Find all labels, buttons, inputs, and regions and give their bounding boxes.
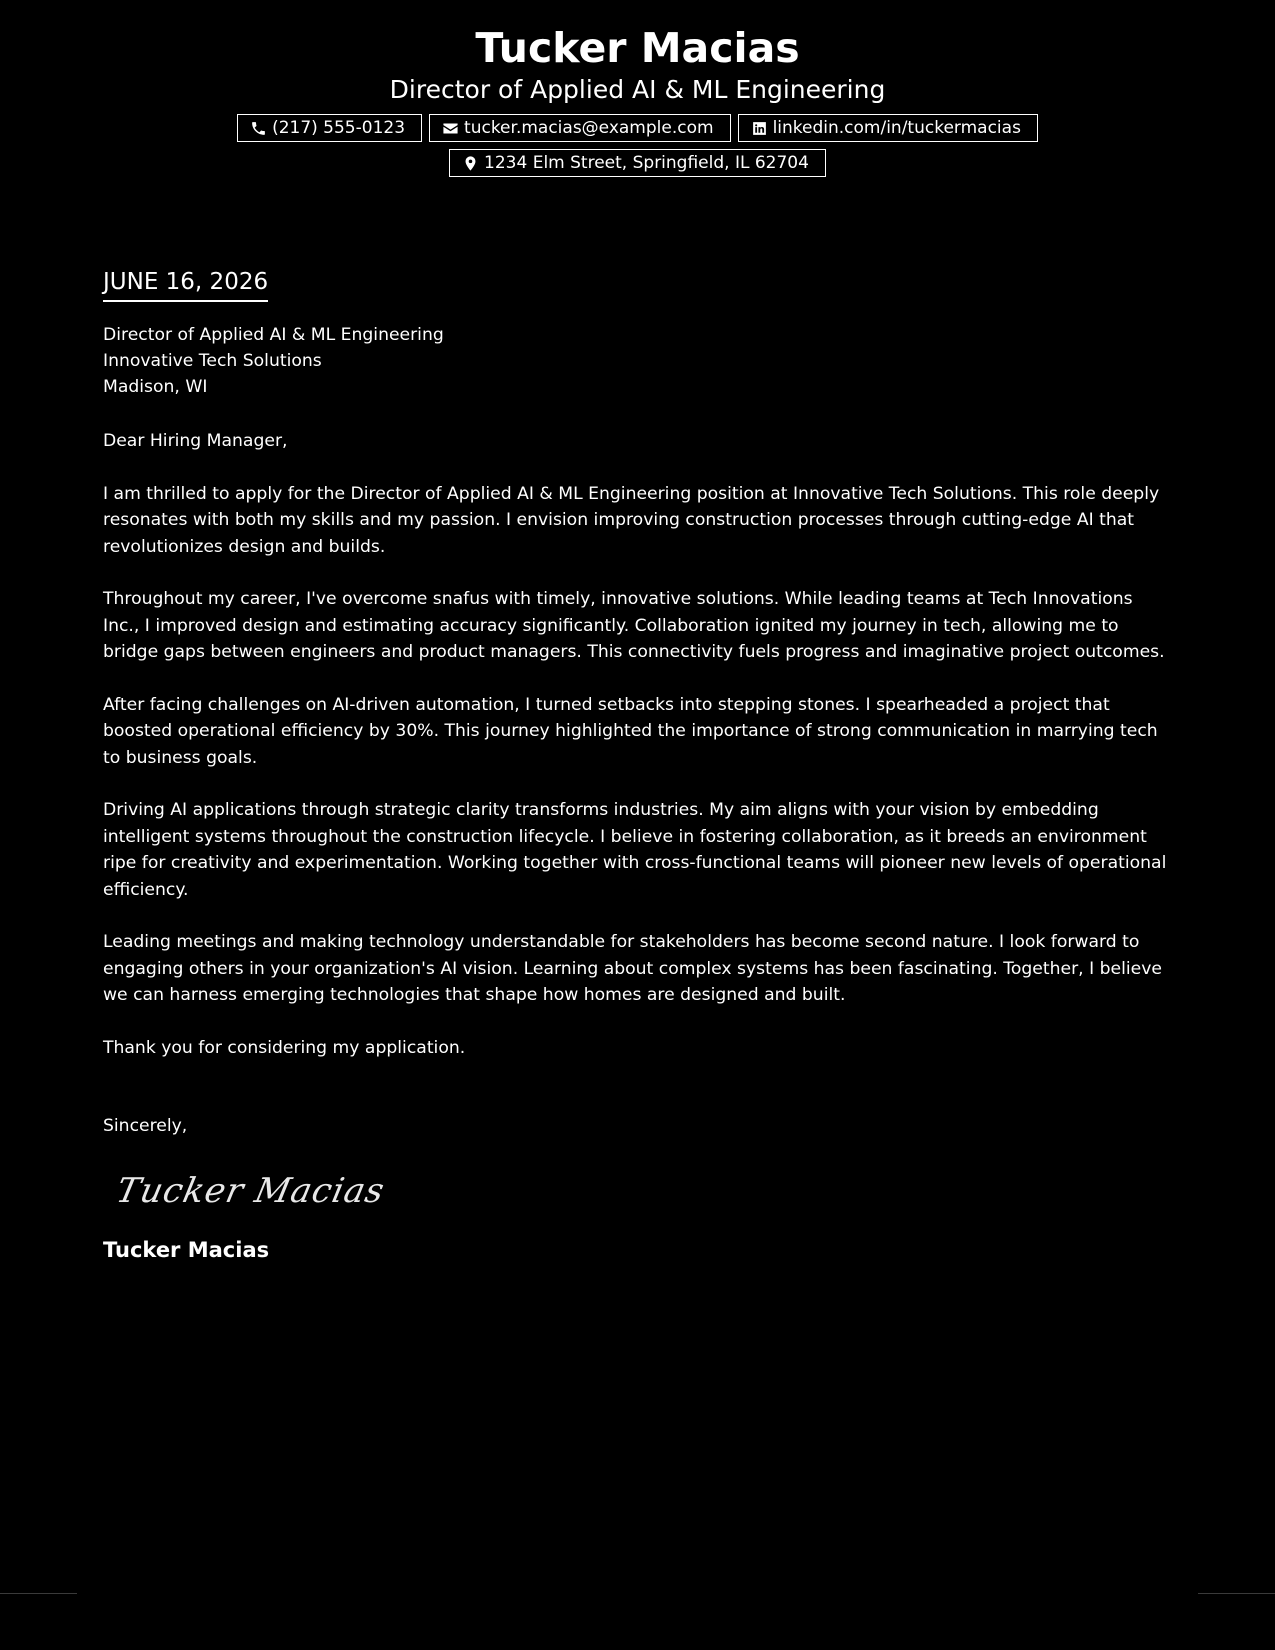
recipient-position: Director of Applied AI & ML Engineering [103, 325, 444, 345]
page-edge-line-left [0, 1593, 77, 1594]
paragraph-3: After facing challenges on AI-driven automation, I turned setbacks into stepping stones. I spearheaded a project that boosted operational efficiency by 30%. This journey highlighted the importance of strong communication in marrying tech to business goals. [103, 694, 1158, 768]
signer-name: Tucker Macias [103, 1237, 270, 1262]
recipient-block [103, 322, 1173, 400]
salutation: Dear Hiring Manager, [103, 431, 288, 451]
contact-address [449, 149, 826, 177]
applicant-title: Director of Applied AI & ML Engineering [389, 75, 886, 104]
contact-phone[interactable] [237, 114, 422, 142]
applicant-name: Tucker Macias [475, 24, 800, 72]
page-edge-line-right [1198, 1593, 1275, 1594]
phone-icon [250, 120, 267, 137]
paragraph-1: I am thrilled to apply for the Director of Applied AI & ML Engineering position at Innovative Tech Solutions. This role deeply resonates with both my skills and my passion. I envision improving construction processes through cutting-edge AI that revolutionizes design and builds. [103, 483, 1160, 557]
contact-address-text: 1234 Elm Street, Springfield, IL 62704 [484, 153, 809, 173]
letter-header [0, 22, 1275, 177]
paragraph-4: Driving AI applications through strategic clarity transforms industries. My aim aligns with your vision by embedding intelligent systems throughout the construction lifecycle. I believe in fostering collaboration, as it breeds an environment ripe for creativity and experimentation. Working together with cross-functional teams will pioneer new levels of operational efficiency. [103, 800, 1167, 900]
contact-linkedin[interactable] [738, 114, 1038, 142]
contact-linkedin-text: linkedin.com/in/tuckermacias [772, 118, 1021, 138]
map-marker-icon [462, 155, 479, 172]
envelope-icon [442, 120, 459, 137]
recipient-location: Madison, WI [103, 377, 208, 397]
linkedin-icon [751, 120, 768, 137]
paragraph-5: Leading meetings and making technology understandable for stakeholders has become second nature. I look forward to engaging others in your organization's AI vision. Learning about complex systems has been fascinating. Together, I believe we can harness emerging technologies that shape how homes are designed and built. [103, 932, 1162, 1005]
closing: Sincerely, [103, 1116, 188, 1136]
letter-body [103, 266, 1173, 1264]
contact-email-text: tucker.macias@example.com [464, 118, 714, 138]
letter-date: JUNE 16, 2026 [103, 266, 268, 302]
contact-phone-text: (217) 555-0123 [272, 118, 406, 138]
paragraph-2: Throughout my career, I've overcome snafus with timely, innovative solutions. While leading teams at Tech Innovations Inc., I improved design and estimating accuracy significantly. Collaboration ignited my journey in tech, allowing me to bridge gaps between engineers and product managers. This connectivity fuels progress and imaginative project outcomes. [103, 589, 1165, 662]
paragraph-thank-you: Thank you for considering my application. [103, 1037, 466, 1058]
contact-row-2 [0, 149, 1275, 177]
handwritten-signature: Tucker Macias [112, 1170, 389, 1211]
contact-row [0, 114, 1275, 142]
contact-email[interactable] [429, 114, 731, 142]
recipient-company: Innovative Tech Solutions [103, 351, 322, 371]
